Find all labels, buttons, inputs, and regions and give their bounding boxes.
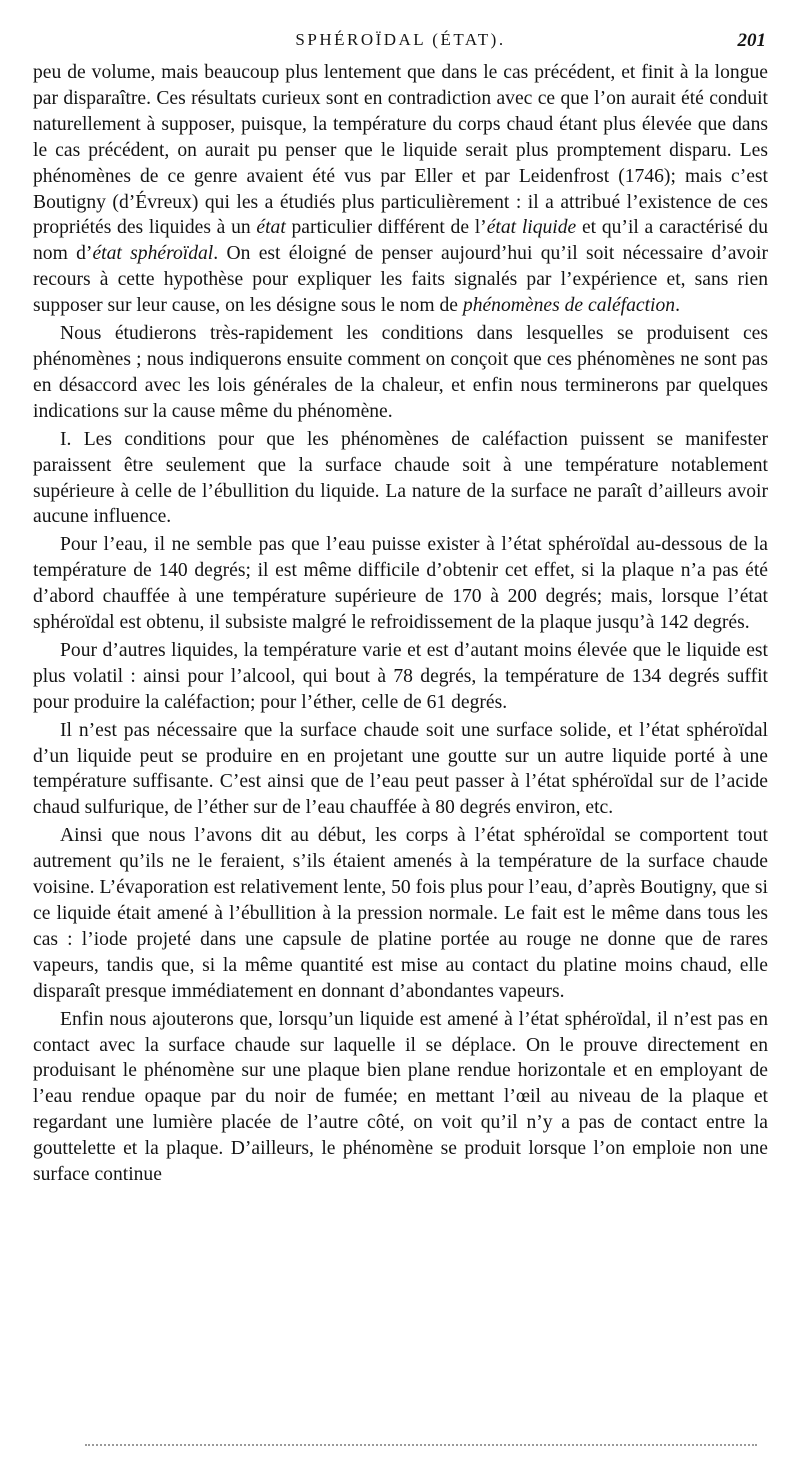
text-run: et qu’il a caractérisé du nom d’ — [33, 217, 769, 265]
text-run: Pour l’eau, il ne semble pas que l’eau puisse exister à l’état sphéroïdal au-dessous de la température de 140 degrés; il est même difficile d’obtenir cet effet, si la plaque n’a pas été d’abord chauffée à une température supérieure de 170 à 200 degrés; mais, lorsque l’état sphéroïdal est obtenu, il subsiste malgré le refroidissement de la plaque jusqu’à 142 degrés. — [33, 534, 768, 634]
italic-run: état sphéroïdal — [92, 243, 214, 265]
text-run: I. Les conditions pour que les phénomènes de caléfaction puissent se manifester paraissent être seulement que la surface chaude soit à une température notablement supérieure à celle de l’ébullition du liquide. La nature de la surface ne paraît d’ailleurs avoir aucune influence. — [33, 428, 768, 528]
body-text — [33, 60, 768, 1190]
page-number: 201 — [737, 30, 766, 51]
text-run: peu de volume, mais beaucoup plus lentement que dans le cas précédent, et finit à la longue par disparaître. Ces résultats curieux sont en contradiction avec ce que l’on aurait été conduit naturellement à supposer, puisque, la température du corps chaud étant plus élevée que dans le cas précédent, on aurait pu penser que le liquide serait plus promptement disparu. Les phénomènes de ce genre avaient été vus par Eller et par Leidenfrost (1746); mais c’est Boutigny (d’Évreux) qui les a étudiés plus particulièrement : il a attribué l’existence de ces propriétés des liquides à un — [33, 62, 768, 239]
paragraph-5 — [33, 638, 768, 716]
text-run: Pour d’autres liquides, la température varie et est d’autant moins élevée que le liquide est plus volatil : ainsi pour l’alcool, qui bout à 78 degrés, la température de 134 degrés suffit pour produire la caléfaction; pour l’éther, celle de 61 degrés. — [33, 639, 768, 713]
text-run: . On est éloigné de penser aujourd’hui qu’il soit nécessaire d’avoir recours à cette hypothèse pour expliquer les faits signalés par l’expérience et, sans rien supposer sur leur cause, on les désigne sous le nom de — [33, 243, 768, 317]
paragraph-2 — [33, 321, 768, 425]
italic-run: phénomènes de caléfaction — [462, 295, 676, 317]
running-title: SPHÉROÏDAL (ÉTAT). — [295, 30, 506, 49]
paragraph-8 — [33, 1007, 768, 1188]
paragraph-4 — [33, 532, 768, 636]
text-run: Il n’est pas nécessaire que la surface chaude soit une surface solide, et l’état sphéroïdal d’un liquide peut se produire en en projetant une goutte sur un autre liquide porté à une température suffisante. C’est ainsi que de l’eau peut passer à l’état sphéroïdal sur de l’acide chaud sulfurique, de l’éther sur de l’eau chauffée à 80 degrés environ, etc. — [33, 719, 768, 819]
text-run: Nous étudierons très-rapidement les conditions dans lesquelles se produisent ces phénomènes ; nous indiquerons ensuite comment on conçoit que ces phénomènes ne sont pas en désaccord avec les lois générales de la chaleur, et enfin nous terminerons par quelques indications sur la cause même du phénomène. — [33, 323, 768, 422]
text-run: Enfin nous ajouterons que, lorsqu’un liquide est amené à l’état sphéroïdal, il n’est pas en contact avec la surface chaude sur laquelle il se déplace. On le prouve directement en produisant le phénomène sur une plaque bien plane rendue horizontale et en employant de l’eau rendue opaque par du noir de fumée; en mettant l’œil au niveau de la plaque et regardant une lumière placée de l’autre côté, on voit qu’il n’y a pas de contact entre la gouttelette et la plaque. D’ailleurs, le phénomène se produit lorsque l’on emploie non une surface continue — [33, 1008, 768, 1186]
paragraph-6 — [33, 718, 768, 822]
running-head — [33, 30, 768, 58]
paragraph-7 — [33, 823, 768, 1004]
text-run: particulier différent de l’ — [285, 217, 487, 239]
italic-run: état liquide — [486, 217, 577, 239]
text-run: Ainsi que nous l’avons dit au début, les corps à l’état sphéroïdal se comportent tout autrement qu’ils ne le feraient, s’ils étaient amenés à la température de la surface chaude voisine. L’évaporation est relativement lente, 50 fois plus pour l’eau, d’après Boutigny, que si ce liquide était amené à l’ébullition à la pression normale. Le fait est le même dans tous les cas : l’iode projeté dans une capsule de platine portée au rouge ne donne que de rares vapeurs, tandis que, si la même quantité est mise au contact du platine moins chaud, elle disparaît presque immédiatement en donnant d’abondantes vapeurs. — [33, 825, 768, 1002]
text-run: . — [675, 295, 680, 317]
italic-run: état — [256, 217, 286, 239]
paragraph-3 — [33, 427, 768, 531]
bottom-rule — [85, 1444, 757, 1446]
paragraph-1 — [33, 60, 768, 319]
